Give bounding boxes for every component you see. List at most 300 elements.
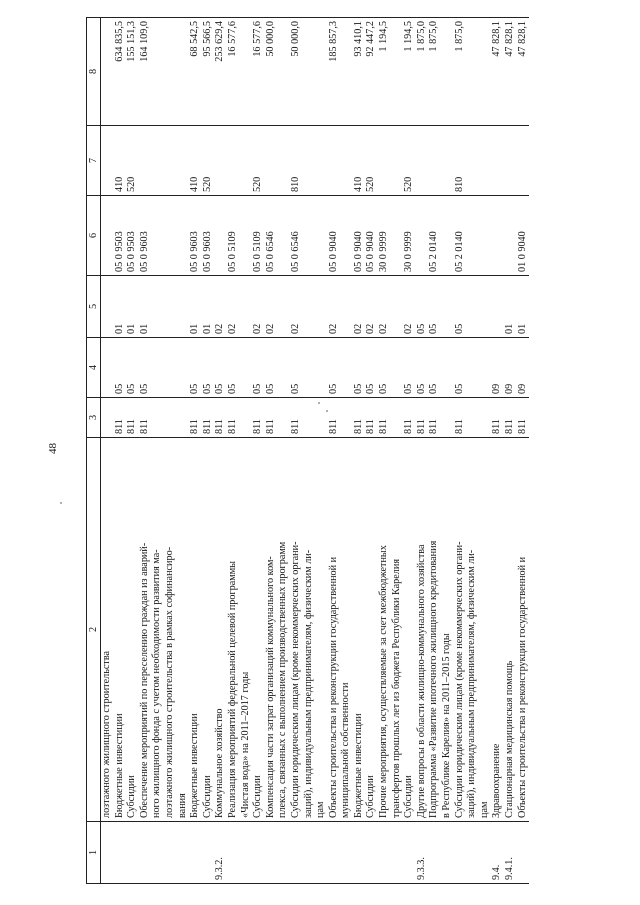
table-cell-c7: [177, 126, 190, 196]
table-cell-c3: 811: [428, 398, 441, 438]
table-cell-c5: [277, 276, 290, 338]
table-cell-c1: [315, 822, 328, 884]
table-row: [151, 18, 164, 884]
table-cell-c8: 50 000,0: [290, 18, 303, 126]
table-cell-c5: 02: [378, 276, 391, 338]
table-cell-c5: [101, 276, 114, 338]
table-cell-c7: [277, 126, 290, 196]
table-cell-c1: [517, 822, 530, 884]
table-cell-c7: [340, 126, 353, 196]
table-cell-c5: [491, 276, 504, 338]
table-row: [139, 18, 152, 884]
table-cell-c5: [240, 276, 253, 338]
table-row: [164, 18, 177, 884]
table-cell-c4: [101, 338, 114, 398]
table-cell-c8: 634 835,5: [114, 18, 127, 126]
table-cell-c2: Стационарная медицинская помощь: [504, 438, 517, 822]
table-cell-c4: 05: [454, 338, 467, 398]
table-cell-c8: [479, 18, 492, 126]
table-cell-c3: [441, 398, 454, 438]
table-cell-c2: Субсидии: [403, 438, 416, 822]
table-cell-c8: 16 577,6: [252, 18, 265, 126]
table-cell-c4: 05: [328, 338, 341, 398]
table-cell-c5: 01: [202, 276, 215, 338]
table-cell-c4: [164, 338, 177, 398]
table-cell-c8: 155 151,3: [126, 18, 139, 126]
table-cell-c6: [177, 196, 190, 276]
table-row: [479, 18, 492, 884]
table-cell-c5: 05: [454, 276, 467, 338]
table-cell-c1: [466, 822, 479, 884]
table-cell-c5: 02: [252, 276, 265, 338]
table-cell-c3: [240, 398, 253, 438]
header-cell: 3: [87, 398, 101, 438]
table-cell-c8: [164, 18, 177, 126]
table-cell-c1: [391, 822, 404, 884]
table-cell-c2: вания: [177, 438, 190, 822]
table-cell-c4: [441, 338, 454, 398]
table-row: [189, 18, 202, 884]
table-cell-c4: [479, 338, 492, 398]
table-cell-c6: 05 0 9503: [126, 196, 139, 276]
table-cell-c1: 9.3.3.: [416, 822, 429, 884]
table-cell-c8: [277, 18, 290, 126]
table-row: [214, 18, 227, 884]
table-cell-c4: 05: [428, 338, 441, 398]
table-cell-c1: [114, 822, 127, 884]
table-cell-c5: 02: [353, 276, 366, 338]
table-cell-c4: 05: [290, 338, 303, 398]
table-cell-c8: [441, 18, 454, 126]
table-cell-c3: 811: [290, 398, 303, 438]
table-cell-c2: лозтажного жилищного строительства: [101, 438, 114, 822]
table-cell-c6: 05 2 0140: [428, 196, 441, 276]
table-cell-c3: 811: [365, 398, 378, 438]
table-cell-c5: [441, 276, 454, 338]
table-cell-c4: 05: [214, 338, 227, 398]
table-cell-c8: 47 828,1: [491, 18, 504, 126]
table-cell-c2: Субсидии юридическим лицам (кроме некоммерческих органи-: [454, 438, 467, 822]
table-row: [114, 18, 127, 884]
table-cell-c2: Субсидии: [126, 438, 139, 822]
rotated-table-container: [86, 18, 616, 884]
table-cell-c7: 410: [353, 126, 366, 196]
table-cell-c8: 1 875,0: [428, 18, 441, 126]
table-cell-c1: [227, 822, 240, 884]
table-cell-c1: [265, 822, 278, 884]
table-cell-c8: 1 194,5: [403, 18, 416, 126]
table-cell-c1: [441, 822, 454, 884]
table-cell-c7: 520: [202, 126, 215, 196]
table-cell-c5: [151, 276, 164, 338]
table-cell-c2: заций), индивидуальным предпринимателям, физическим ли-: [303, 438, 316, 822]
table-cell-c2: Объекты строительства и реконструкции государственной и: [328, 438, 341, 822]
table-cell-c2: Прочие мероприятия, осуществляемые за счет межбюджетных: [378, 438, 391, 822]
table-cell-c7: 810: [290, 126, 303, 196]
table-cell-c2: «Чистая вода» на 2011–2017 годы: [240, 438, 253, 822]
table-cell-c8: 47 828,1: [504, 18, 517, 126]
table-cell-c2: Субсидии: [365, 438, 378, 822]
table-cell-c8: 16 577,6: [227, 18, 240, 126]
table-cell-c1: [189, 822, 202, 884]
table-row: [265, 18, 278, 884]
header-cell: 4: [87, 338, 101, 398]
table-cell-c3: [164, 398, 177, 438]
table-cell-c4: 05: [378, 338, 391, 398]
table-cell-c4: [315, 338, 328, 398]
table-cell-c7: 410: [114, 126, 127, 196]
table-cell-c7: [227, 126, 240, 196]
table-row: [328, 18, 341, 884]
table-cell-c8: [340, 18, 353, 126]
table-row: [378, 18, 391, 884]
table-cell-c4: 09: [504, 338, 517, 398]
table-cell-c6: 05 0 5109: [227, 196, 240, 276]
table-cell-c7: 410: [189, 126, 202, 196]
table-cell-c3: 811: [504, 398, 517, 438]
table-cell-c6: 05 2 0140: [454, 196, 467, 276]
table-row: [202, 18, 215, 884]
table-cell-c3: [101, 398, 114, 438]
header-cell: 6: [87, 196, 101, 276]
header-cell: 7: [87, 126, 101, 196]
table-cell-c3: [466, 398, 479, 438]
table-cell-c1: 9.4.1.: [504, 822, 517, 884]
table-row: [227, 18, 240, 884]
table-cell-c1: [240, 822, 253, 884]
table-cell-c1: [164, 822, 177, 884]
table-cell-c4: 05: [202, 338, 215, 398]
table-cell-c3: 811: [227, 398, 240, 438]
table-cell-c8: 68 542,5: [189, 18, 202, 126]
table-cell-c1: [378, 822, 391, 884]
table-cell-c6: [441, 196, 454, 276]
table-cell-c7: [214, 126, 227, 196]
table-cell-c5: 05: [416, 276, 429, 338]
table-cell-c6: 05 0 9603: [139, 196, 152, 276]
table-cell-c6: 05 0 9040: [328, 196, 341, 276]
table-cell-c7: 810: [454, 126, 467, 196]
table-cell-c1: [353, 822, 366, 884]
header-row: [87, 18, 101, 884]
table-cell-c2: Субсидии: [202, 438, 215, 822]
table-cell-c2: Объекты строительства и реконструкции государственной и: [517, 438, 530, 822]
table-cell-c5: [479, 276, 492, 338]
table-row: [428, 18, 441, 884]
table-cell-c6: 30 0 9999: [403, 196, 416, 276]
table-cell-c3: [340, 398, 353, 438]
table-cell-c6: [491, 196, 504, 276]
table-cell-c4: 05: [403, 338, 416, 398]
table-cell-c4: [277, 338, 290, 398]
table-cell-c3: 811: [416, 398, 429, 438]
table-cell-c8: 92 447,2: [365, 18, 378, 126]
table-cell-c1: [151, 822, 164, 884]
table-cell-c3: 811: [517, 398, 530, 438]
table-row: [177, 18, 190, 884]
table-cell-c5: 01: [517, 276, 530, 338]
table-cell-c8: [466, 18, 479, 126]
table-row: [101, 18, 114, 884]
table-cell-c5: 01: [126, 276, 139, 338]
table-cell-c1: [126, 822, 139, 884]
table-cell-c7: [378, 126, 391, 196]
header-cell: 8: [87, 18, 101, 126]
table-cell-c3: 811: [403, 398, 416, 438]
table-cell-c6: 05 0 9040: [353, 196, 366, 276]
table-cell-c2: Бюджетные инвестиции: [189, 438, 202, 822]
table-cell-c7: 520: [252, 126, 265, 196]
table-cell-c3: 811: [328, 398, 341, 438]
table-cell-c8: 253 629,4: [214, 18, 227, 126]
table-cell-c4: 05: [365, 338, 378, 398]
table-cell-c1: [202, 822, 215, 884]
table-cell-c6: [303, 196, 316, 276]
table-cell-c1: [101, 822, 114, 884]
table-cell-c2: цам: [315, 438, 328, 822]
table-cell-c6: [504, 196, 517, 276]
table-row: [303, 18, 316, 884]
table-cell-c3: 811: [189, 398, 202, 438]
table-cell-c6: 05 0 9603: [189, 196, 202, 276]
table-cell-c3: [277, 398, 290, 438]
table-row: [240, 18, 253, 884]
table-cell-c5: 01: [189, 276, 202, 338]
table-cell-c8: 47 828,1: [517, 18, 530, 126]
table-cell-c2: трансфертов прошлых лет из бюджета Республики Карелия: [391, 438, 404, 822]
table-cell-c6: [101, 196, 114, 276]
table-cell-c8: 1 194,5: [378, 18, 391, 126]
scan-speck: [60, 502, 62, 504]
table-cell-c3: 811: [139, 398, 152, 438]
table-cell-c1: [277, 822, 290, 884]
table-cell-c7: [504, 126, 517, 196]
table-cell-c4: [151, 338, 164, 398]
table-row: [441, 18, 454, 884]
table-cell-c3: 811: [265, 398, 278, 438]
table-cell-c5: [315, 276, 328, 338]
scan-speck: [318, 402, 320, 404]
table-cell-c2: Подпрограмма «Развитие ипотечного жилищного кредитования: [428, 438, 441, 822]
table-cell-c4: 05: [189, 338, 202, 398]
table-cell-c7: [328, 126, 341, 196]
table-row: [491, 18, 504, 884]
table-cell-c6: 05 0 5109: [252, 196, 265, 276]
table-body: [87, 18, 530, 884]
table-row: [365, 18, 378, 884]
table-cell-c1: [365, 822, 378, 884]
table-cell-c2: Здравоохранение: [491, 438, 504, 822]
table-cell-c3: 811: [114, 398, 127, 438]
table-cell-c8: 185 857,3: [328, 18, 341, 126]
table-cell-c1: [303, 822, 316, 884]
table-cell-c6: [391, 196, 404, 276]
table-cell-c3: 811: [126, 398, 139, 438]
table-cell-c7: 520: [365, 126, 378, 196]
table-cell-c5: 02: [328, 276, 341, 338]
table-cell-c3: [315, 398, 328, 438]
table-cell-c2: муниципальной собственности: [340, 438, 353, 822]
table-cell-c5: [340, 276, 353, 338]
table-cell-c1: [340, 822, 353, 884]
table-cell-c8: 1 875,0: [454, 18, 467, 126]
table-cell-c4: 05: [227, 338, 240, 398]
table-cell-c7: [479, 126, 492, 196]
table-cell-c8: [177, 18, 190, 126]
table-cell-c7: [491, 126, 504, 196]
table-cell-c5: 02: [214, 276, 227, 338]
table-row: [126, 18, 139, 884]
table-cell-c4: [177, 338, 190, 398]
table-cell-c7: [466, 126, 479, 196]
table-cell-c2: Компенсация части затрат организаций коммунального ком-: [265, 438, 278, 822]
table-cell-c3: [391, 398, 404, 438]
table-row: [391, 18, 404, 884]
page-number: 48: [47, 443, 59, 454]
table-cell-c3: [479, 398, 492, 438]
table-cell-c6: 30 0 9999: [378, 196, 391, 276]
header-cell: 2: [87, 438, 101, 822]
table-row: [517, 18, 530, 884]
table-cell-c4: 05: [114, 338, 127, 398]
table-row: [340, 18, 353, 884]
table-cell-c4: 09: [491, 338, 504, 398]
table-cell-c4: [240, 338, 253, 398]
table-cell-c8: 1 875,0: [416, 18, 429, 126]
table-row: [353, 18, 366, 884]
table-cell-c5: [391, 276, 404, 338]
table-cell-c2: в Республике Карелия» на 2011–2015 годы: [441, 438, 454, 822]
table-cell-c2: лоэтажного жилищного строительства в рамках софинансиро-: [164, 438, 177, 822]
table-cell-c1: 9.4.: [491, 822, 504, 884]
table-cell-c6: [416, 196, 429, 276]
table-cell-c6: [151, 196, 164, 276]
table-cell-c1: [428, 822, 441, 884]
table-cell-c6: [315, 196, 328, 276]
table-cell-c8: [303, 18, 316, 126]
table-cell-c3: 811: [454, 398, 467, 438]
table-cell-c2: Бюджетные инвестиции: [114, 438, 127, 822]
table-cell-c6: [164, 196, 177, 276]
table-cell-c8: [101, 18, 114, 126]
table-cell-c8: [240, 18, 253, 126]
header-cell: 5: [87, 276, 101, 338]
table-cell-c3: [177, 398, 190, 438]
table-cell-c8: [315, 18, 328, 126]
table-cell-c5: 02: [290, 276, 303, 338]
table-cell-c6: 05 0 9503: [114, 196, 127, 276]
table-row: [466, 18, 479, 884]
table-cell-c7: [265, 126, 278, 196]
table-cell-c4: 05: [139, 338, 152, 398]
table-cell-c8: [151, 18, 164, 126]
table-cell-c5: 01: [504, 276, 517, 338]
table-cell-c1: [139, 822, 152, 884]
table-cell-c5: 02: [403, 276, 416, 338]
table-cell-c6: [466, 196, 479, 276]
table-cell-c1: [252, 822, 265, 884]
table-cell-c1: [290, 822, 303, 884]
table-cell-c3: 811: [378, 398, 391, 438]
table-cell-c4: 05: [252, 338, 265, 398]
table-cell-c3: [151, 398, 164, 438]
table-cell-c1: [454, 822, 467, 884]
table-row: [277, 18, 290, 884]
table-cell-c2: Субсидии: [252, 438, 265, 822]
table-cell-c2: плекса, связанных с выполнением производственных программ: [277, 438, 290, 822]
table-cell-c8: 93 410,1: [353, 18, 366, 126]
table-cell-c7: [240, 126, 253, 196]
table-cell-c5: [164, 276, 177, 338]
table-cell-c7: [441, 126, 454, 196]
table-cell-c3: [303, 398, 316, 438]
table-cell-c6: [277, 196, 290, 276]
table-cell-c6: [214, 196, 227, 276]
table-cell-c8: 95 566,5: [202, 18, 215, 126]
table-cell-c7: [101, 126, 114, 196]
table-cell-c8: [391, 18, 404, 126]
table-cell-c2: Реализация мероприятий федеральной целевой программы: [227, 438, 240, 822]
table-cell-c4: [303, 338, 316, 398]
table-cell-c7: [139, 126, 152, 196]
table-row: [315, 18, 328, 884]
header-cell: 1: [87, 822, 101, 884]
table-cell-c7: [315, 126, 328, 196]
table-cell-c7: 520: [403, 126, 416, 196]
table-cell-c1: [177, 822, 190, 884]
table-cell-c8: 50 000,0: [265, 18, 278, 126]
table-cell-c6: 05 0 6546: [290, 196, 303, 276]
table-cell-c2: цам: [479, 438, 492, 822]
table-cell-c3: 811: [491, 398, 504, 438]
table-cell-c6: [479, 196, 492, 276]
table-cell-c5: [466, 276, 479, 338]
table-cell-c1: [328, 822, 341, 884]
table-cell-c7: [517, 126, 530, 196]
table-cell-c5: 02: [227, 276, 240, 338]
scan-speck: [326, 410, 328, 412]
table-cell-c2: Обеспечение мероприятий по переселению граждан из аварий-: [139, 438, 152, 822]
table-cell-c5: 01: [114, 276, 127, 338]
table-cell-c6: [240, 196, 253, 276]
table-cell-c6: 05 0 6546: [265, 196, 278, 276]
table-cell-c4: 05: [126, 338, 139, 398]
table-cell-c7: [416, 126, 429, 196]
table-row: [403, 18, 416, 884]
table-cell-c4: 05: [353, 338, 366, 398]
table-cell-c4: 09: [517, 338, 530, 398]
table-cell-c4: 05: [265, 338, 278, 398]
table-cell-c2: Другие вопросы в области жилищно-коммунального хозяйства: [416, 438, 429, 822]
table-cell-c3: 811: [252, 398, 265, 438]
table-cell-c6: 01 0 9040: [517, 196, 530, 276]
table-cell-c4: [340, 338, 353, 398]
table-cell-c6: [340, 196, 353, 276]
table-cell-c5: 02: [265, 276, 278, 338]
table-row: [252, 18, 265, 884]
table-cell-c1: 9.3.2.: [214, 822, 227, 884]
table-cell-c6: 05 0 9603: [202, 196, 215, 276]
table-cell-c5: 05: [428, 276, 441, 338]
table-cell-c1: [479, 822, 492, 884]
table-cell-c7: [391, 126, 404, 196]
table-cell-c4: [466, 338, 479, 398]
budget-table: [86, 17, 529, 884]
table-row: [454, 18, 467, 884]
table-row: [416, 18, 429, 884]
table-cell-c5: [177, 276, 190, 338]
table-cell-c2: ного жилищного фонда с учетом необходимости развития ма-: [151, 438, 164, 822]
